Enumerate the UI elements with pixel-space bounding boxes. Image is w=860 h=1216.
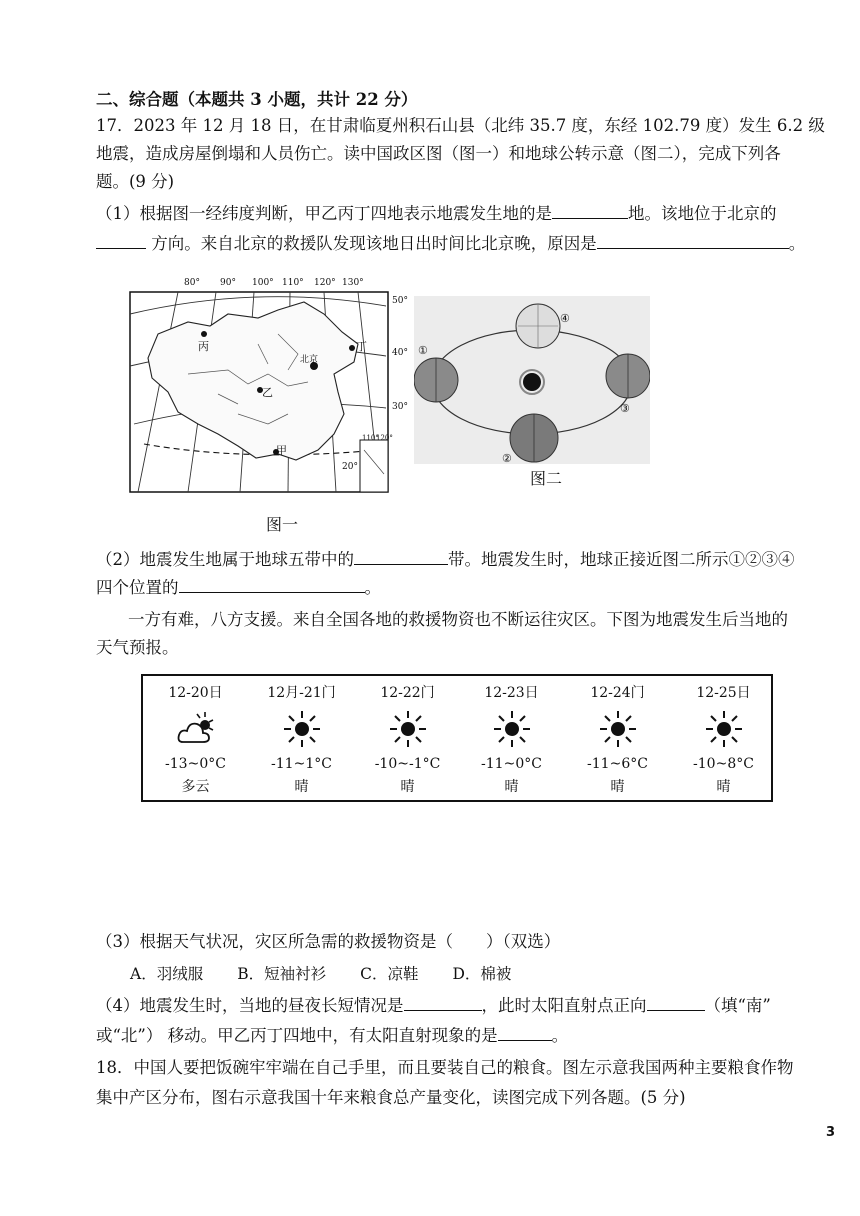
beijing-label: 北京 [300,355,319,365]
q17-part2-row1 [96,548,795,572]
forecast-date: 12-23日 [484,685,539,701]
place-label-yi: 乙 [262,386,273,399]
option-b[interactable]: B．短袖衬衫 [237,965,327,983]
q17-part1-text-b: 地。该地位于北京的 [628,204,777,223]
forecast-temp: -10~8°C [693,756,754,772]
q17-line-3: 题。(9 分) [96,172,175,191]
q17-part1-row2 [96,232,805,256]
page-number: 3 [826,1125,836,1140]
q17-part3-options [130,962,511,986]
forecast-desc: 多云 [181,779,210,795]
forecast-date: 12-25日 [696,685,751,701]
answer-blank[interactable] [498,1024,552,1041]
position-3-label: ③ [620,402,630,415]
forecast-day [671,676,776,800]
option-c[interactable]: C．凉鞋 [360,965,419,983]
weather-forecast-table [141,674,773,802]
q17-part1-row1 [96,202,777,226]
q17-line-2: 地震，造成房屋倒塌和人员伤亡。读中国政区图（图一）和地球公转示意（图二），完成下列各 [96,144,781,163]
q17-part2-text-c: 四个位置的 [96,578,179,597]
q18-line-1: 18．中国人要把饭碗牢牢端在自己手里，而且要装自己的粮食。图左示意我国两种主要粮食作物 [96,1058,794,1077]
q17-part2-text-d: 。 [364,578,381,597]
answer-blank[interactable] [354,548,448,565]
lon-label: 110° [282,278,304,288]
answer-blank[interactable] [96,232,146,249]
figure-1-caption: 图一 [266,515,299,534]
sun-icon [703,708,745,750]
lat-label: 30° [392,402,408,412]
partly-cloudy-icon [175,708,217,750]
answer-blank[interactable] [179,576,365,593]
q17-part4-text-a: （4）地震发生时，当地的昼夜长短情况是 [96,996,404,1015]
q17-part4-text-e: 。 [551,1026,569,1045]
q17-part1-text-a: （1）根据图一经纬度判断，甲乙丙丁四地表示地震发生地的是 [96,204,552,223]
lon-label: 100° [252,278,274,288]
answer-blank[interactable] [404,994,482,1011]
lon-label: 120° [314,278,336,288]
place-label-ding: 丁 [356,340,367,353]
q18-line-2: 集中产区分布，图右示意我国十年来粮食总产量变化，读图完成下列各题。(5 分) [96,1088,686,1107]
forecast-desc: 晴 [294,779,309,795]
lat-label: 20° [342,462,358,472]
q17-part2-text-b: 带。地震发生时，地球正接近图二所示①②③④ [448,550,795,569]
answer-blank[interactable] [647,994,705,1011]
option-a[interactable]: A．羽绒服 [130,965,204,983]
lat-label: 50° [392,296,408,306]
q17-part4-row1 [96,994,771,1018]
forecast-temp: -10~-1°C [374,756,441,772]
q17-part4-text-b: ，此时太阳直射点正向 [481,996,647,1015]
intro-line-2: 天气预报。 [96,638,179,657]
forecast-date: 12-22门 [380,685,435,701]
forecast-desc: 晴 [610,779,625,795]
figure-1-map [128,274,408,504]
position-1-label: ① [418,344,428,357]
lon-label: 80° [184,278,200,288]
forecast-date: 12月-21门 [267,685,336,701]
forecast-desc: 晴 [716,779,731,795]
forecast-day [249,676,354,800]
sun-icon [491,708,533,750]
forecast-desc: 晴 [504,779,519,795]
forecast-temp: -11~6°C [587,756,648,772]
position-2-label: ② [502,452,512,465]
forecast-day [565,676,670,800]
q17-part4-text-c: （填“南” [704,996,771,1015]
lon-label: 90° [220,278,236,288]
place-label-jia: 甲 [276,444,287,457]
earth-orbit-graphic [414,296,650,464]
figure-2-revolution [414,296,650,464]
forecast-desc: 晴 [400,779,415,795]
q17-part2-row2 [96,576,381,600]
place-label-bing: 丙 [198,340,209,353]
q17-part4-row2 [96,1024,568,1048]
forecast-temp: -11~0°C [481,756,542,772]
forecast-date: 12-20日 [168,685,223,701]
q17-part4-text-d: 或“北”） 移动。甲乙丙丁四地中，有太阳直射现象的是 [96,1026,498,1045]
forecast-day [143,676,248,800]
lat-label: 40° [392,348,408,358]
forecast-temp: -13~0°C [165,756,226,772]
option-d[interactable]: D．棉被 [452,965,512,983]
position-4-label: ④ [560,312,570,325]
answer-blank[interactable] [597,232,789,249]
lon-label: 130° [342,278,364,288]
forecast-day [459,676,564,800]
q17-part1-text-c: 方向。来自北京的救援队发现该地日出时间比北京晚，原因是 [146,234,597,253]
q17-part2-text-a: （2）地震发生地属于地球五带中的 [96,550,354,569]
forecast-day [355,676,460,800]
sun-icon [281,708,323,750]
q17-part3: （3）根据天气状况，灾区所急需的救援物资是（ ）（双选） [96,932,561,951]
section-title: 二、综合题（本题共 3 小题，共计 22 分） [96,90,418,109]
figure-2-caption: 图二 [530,469,563,488]
inset-label: 120° [376,434,393,442]
sun-icon [387,708,429,750]
forecast-temp: -11~1°C [271,756,332,772]
q17-part1-text-d: 。 [788,234,806,253]
answer-blank[interactable] [552,202,628,219]
q17-line-1: 17．2023 年 12 月 18 日，在甘肃临夏州积石山县（北纬 35.7 度，东经 102.79 度）发生 6.2 级 [96,116,825,135]
inset-label: 110° [362,434,379,442]
forecast-date: 12-24门 [590,685,645,701]
sun-icon [597,708,639,750]
intro-line-1: 一方有难，八方支援。来自全国各地的救援物资也不断运往灾区。下图为地震发生后当地的 [128,610,788,629]
